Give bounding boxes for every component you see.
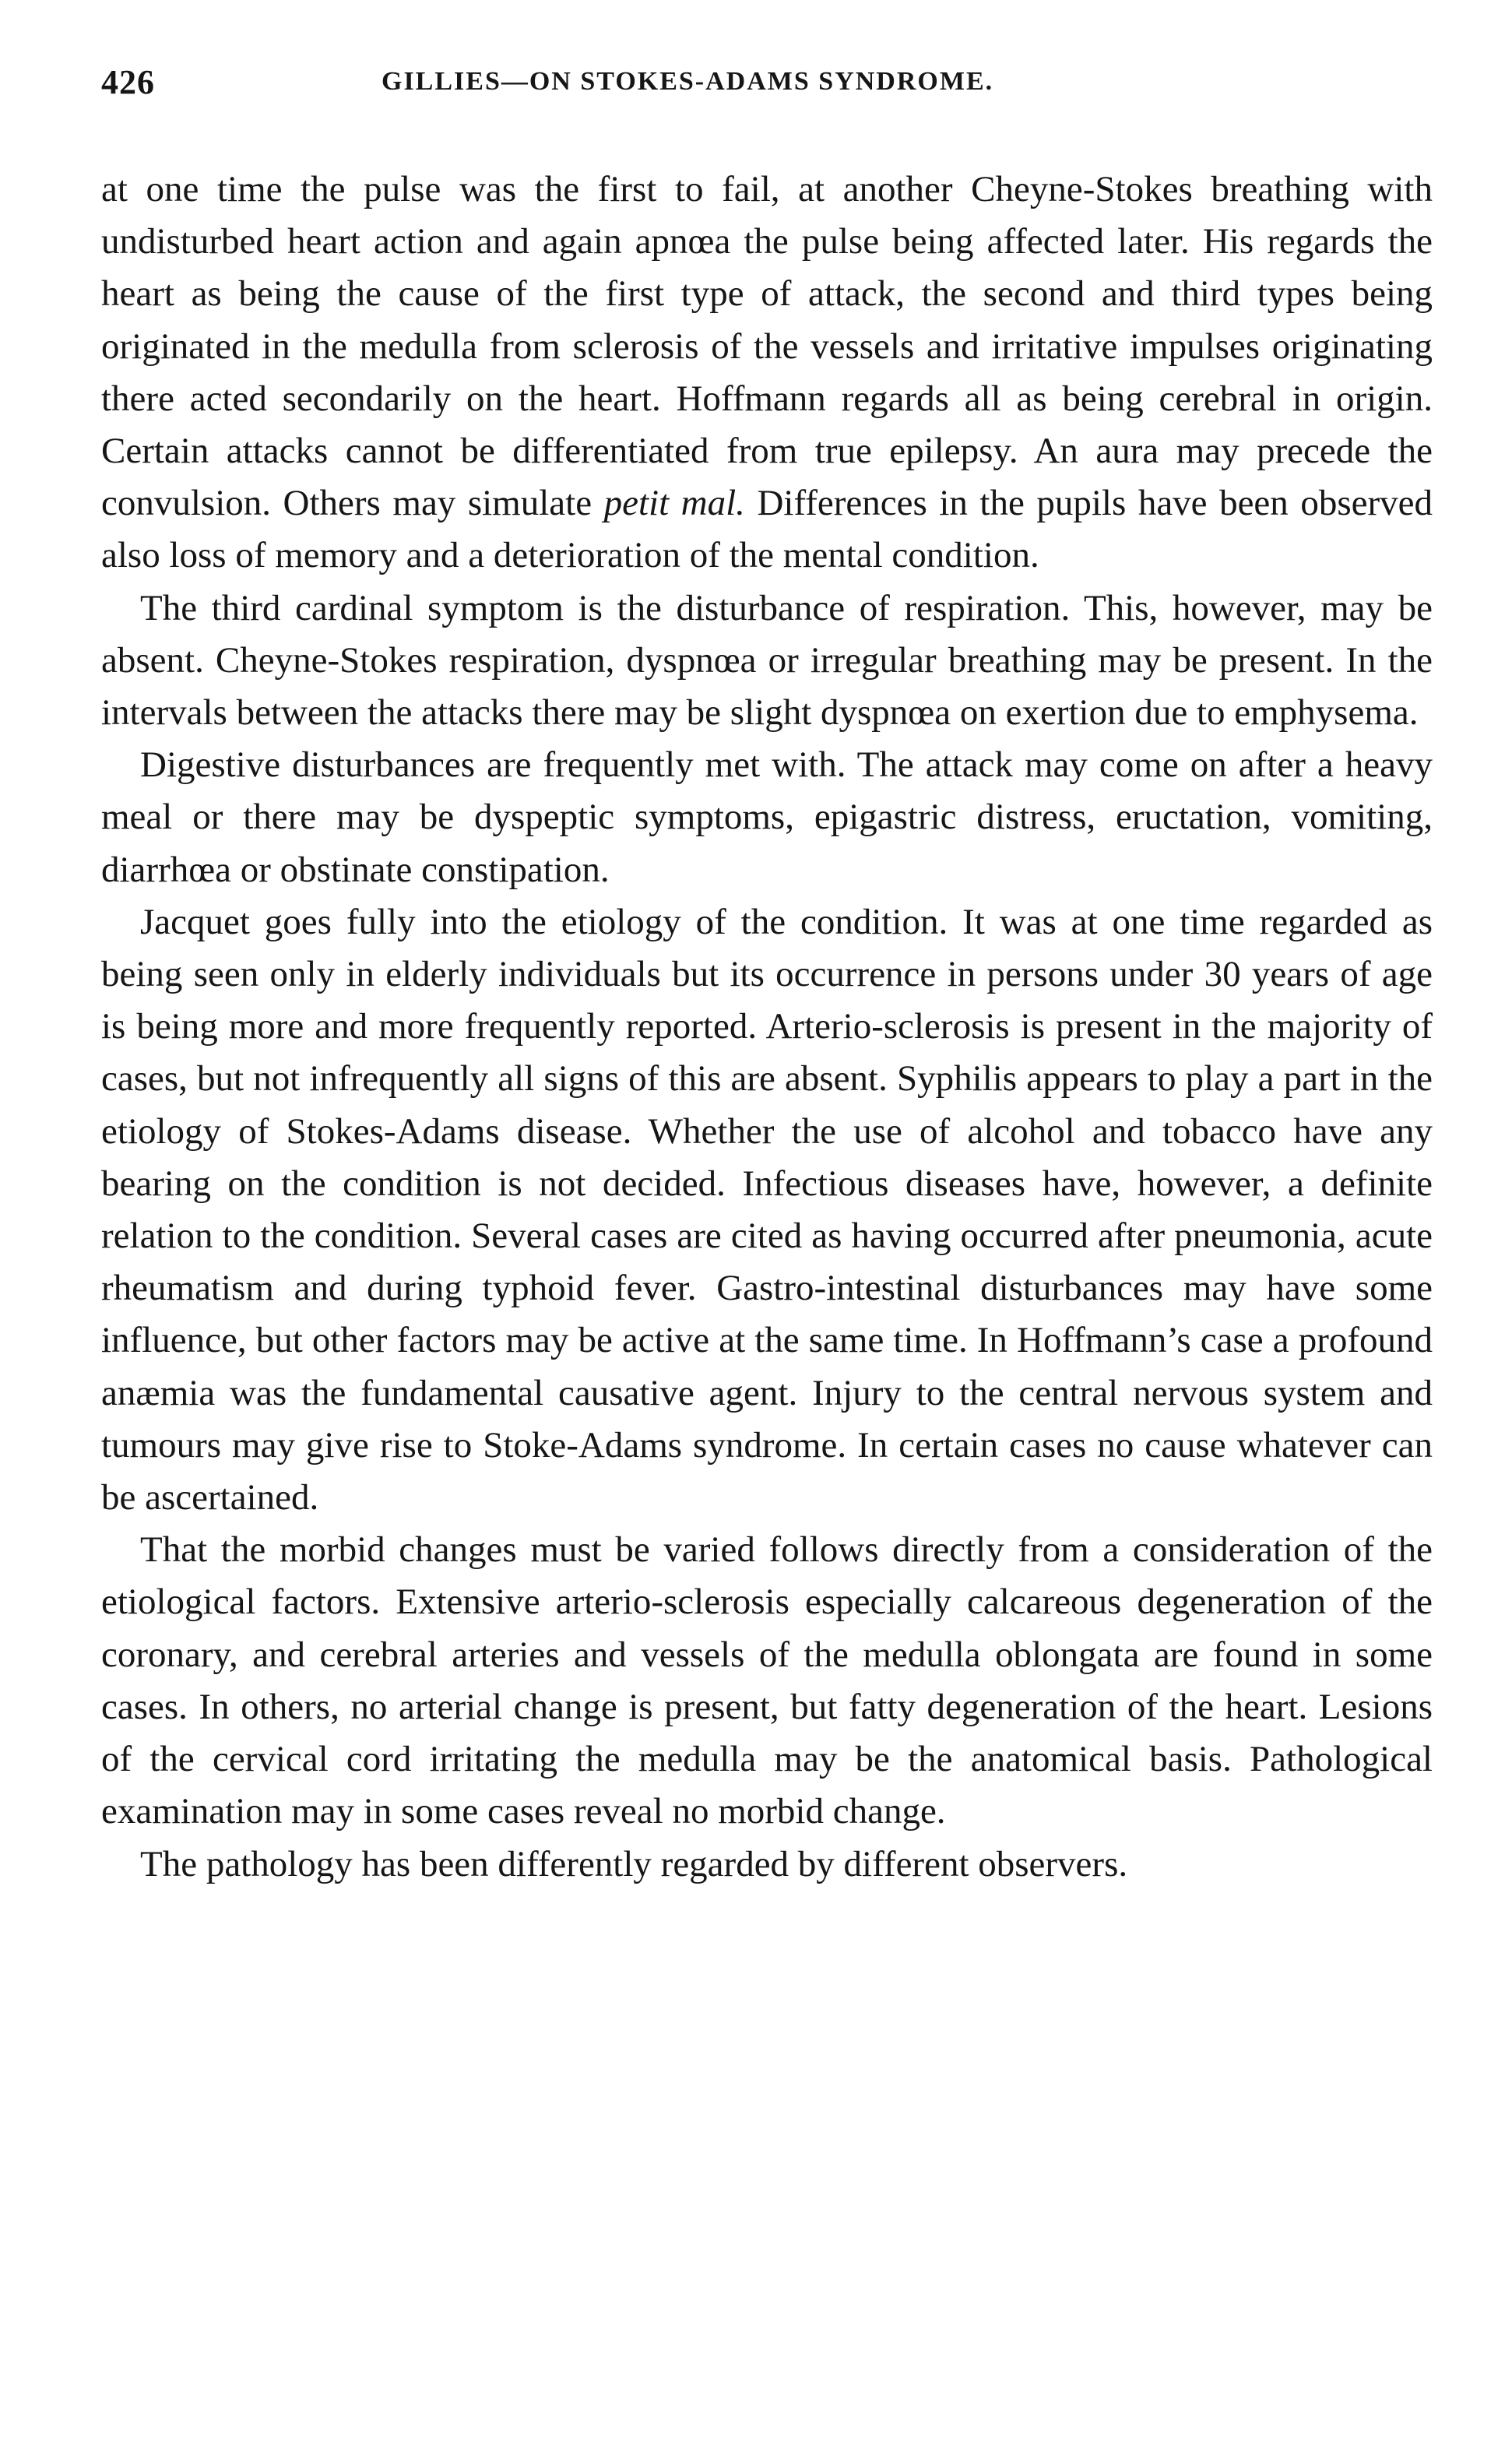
- paragraph-continuation: [101, 164, 1433, 582]
- body-text: [101, 164, 1433, 1891]
- paragraph-text: at one time the pulse was the first to fail, at another Cheyne-Stokes breathing with undisturbed heart action and again apnœa the pulse being affected later. His regards the heart as being the cause of the first type of attack, the second and third types being originated in the medulla from sclerosis of the vessels and irritative impulses originating there acted secondarily on the heart. Hoffmann regards all as being cerebral in origin. Certain attacks cannot be differentiated from true epilepsy. An aura may precede the convulsion. Others may simulate: [101, 169, 1433, 524]
- book-page: [101, 62, 1433, 1891]
- paragraph-digestive: Digestive disturbances are frequently met with. The attack may come on after a heavy meal or there may be dyspeptic symptoms, epigastric distress, eructation, vomiting, diarrhœa or obstinate constipation.: [101, 744, 1433, 890]
- running-head: GILLIES—ON STOKES-ADAMS SYNDROME.: [382, 67, 994, 96]
- paragraph-respiration: The third cardinal symptom is the disturbance of respiration. This, however, may be absent. Cheyne-Stokes respiration, dyspnœa or irregular breathing may be present. In the intervals between the attacks there may be slight dyspnœa on exertion due to emphysema.: [101, 587, 1433, 734]
- italic-term: petit mal.: [603, 483, 745, 524]
- page-number: 426: [101, 63, 155, 101]
- paragraph-text: Differences in the pupils have been observed also loss of memory and a deterioration of the mental condition.: [101, 483, 1433, 576]
- paragraph-morbid-changes: That the morbid changes must be varied follows directly from a consideration of the etiological factors. Extensive arterio-sclerosis especially calcareous degeneration of the coronary, and cerebral arteries and vessels of the medulla oblongata are found in some cases. In others, no arterial change is present, but fatty degeneration of the heart. Lesions of the cervical cord irritating the medulla may be the anatomical basis. Pathological examination may in some cases reveal no morbid change.: [101, 1529, 1433, 1832]
- paragraph-pathology: The pathology has been differently regarded by different observers.: [140, 1843, 1128, 1884]
- page-header: [101, 62, 1433, 117]
- paragraph-etiology: Jacquet goes fully into the etiology of the condition. It was at one time regarded as being seen only in elderly individuals but its occurrence in persons under 30 years of age is being more and more frequently reported. Arterio-sclerosis is present in the majority of cases, but not infrequently all signs of this are absent. Syphilis appears to play a part in the etiology of Stokes-Adams disease. Whether the use of alcohol and tobacco have any bearing on the condition is not decided. Infectious diseases have, however, a definite relation to the condition. Several cases are cited as having occurred after pneumonia, acute rheumatism and during typhoid fever. Gastro-intestinal disturbances may have some influence, but other factors may be active at the same time. In Hoffmann’s case a profound anæmia was the fundamental causative agent. Injury to the central nervous system and tumours may give rise to Stoke-Adams syndrome. In certain cases no cause whatever can be ascertained.: [101, 901, 1433, 1518]
